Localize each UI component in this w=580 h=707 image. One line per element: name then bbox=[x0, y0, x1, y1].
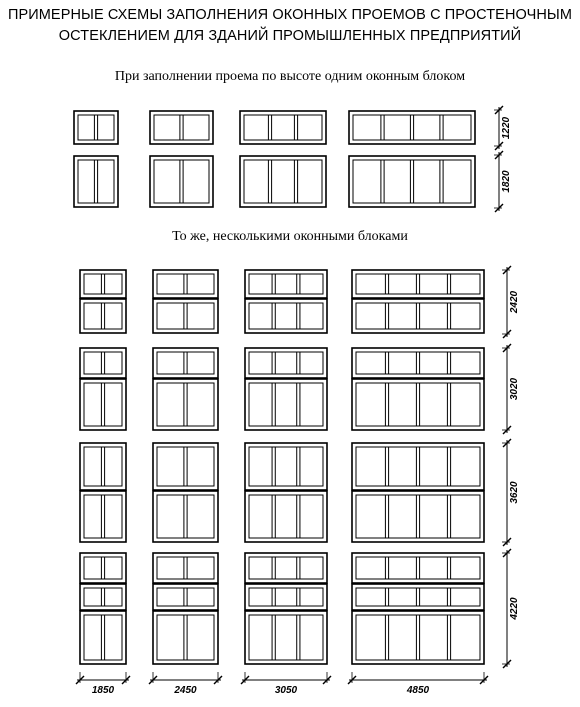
window-section1-r2-c2 bbox=[150, 156, 213, 207]
block-inner bbox=[157, 615, 214, 660]
block-inner bbox=[249, 274, 323, 294]
block-inner bbox=[157, 352, 214, 374]
dimension-label: 3050 bbox=[274, 685, 298, 696]
block-inner bbox=[356, 588, 480, 606]
block-inner bbox=[249, 303, 323, 329]
block-inner bbox=[78, 115, 114, 140]
dimension-label: 2420 bbox=[509, 290, 520, 314]
window-section2-r4-c4 bbox=[352, 553, 484, 664]
block-inner bbox=[249, 615, 323, 660]
width-dimension-4850 bbox=[348, 672, 488, 696]
block-inner bbox=[356, 383, 480, 426]
height-dimension-2420 bbox=[502, 266, 520, 338]
block-inner bbox=[157, 303, 214, 329]
block-inner bbox=[157, 557, 214, 579]
window-section2-r3-c3 bbox=[245, 443, 327, 542]
block-inner bbox=[154, 160, 209, 203]
block-inner bbox=[84, 615, 122, 660]
window-section2-r1-c3 bbox=[245, 270, 327, 333]
window-section2-r1-c1 bbox=[80, 270, 126, 333]
block-inner bbox=[356, 447, 480, 486]
block-inner bbox=[84, 383, 122, 426]
height-dimension-3620 bbox=[502, 439, 520, 546]
block-inner bbox=[356, 303, 480, 329]
block-outer bbox=[80, 491, 126, 542]
section-1-caption: При заполнении проема по высоте одним оконным блоком bbox=[114, 69, 466, 84]
block-inner bbox=[244, 160, 322, 203]
block-outer bbox=[80, 611, 126, 664]
window-section2-r2-c3 bbox=[245, 348, 327, 430]
block-outer bbox=[352, 443, 484, 490]
dimension-label: 4850 bbox=[406, 685, 430, 696]
block-inner bbox=[154, 115, 209, 140]
diagram-title-line-1: ПРИМЕРНЫЕ СХЕМЫ ЗАПОЛНЕНИЯ ОКОННЫХ ПРОЕМОВ С ПРОСТЕНОЧНЫМ bbox=[7, 7, 573, 23]
window-section2-r4-c1 bbox=[80, 553, 126, 664]
block-outer bbox=[245, 611, 327, 664]
block-inner bbox=[84, 352, 122, 374]
block-outer bbox=[352, 299, 484, 333]
block-inner bbox=[84, 447, 122, 486]
block-inner bbox=[249, 383, 323, 426]
window-section2-r4-c3 bbox=[245, 553, 327, 664]
block-outer bbox=[352, 611, 484, 664]
block-inner bbox=[157, 383, 214, 426]
block-inner bbox=[157, 495, 214, 538]
block-outer bbox=[74, 111, 118, 144]
dimension-label: 2450 bbox=[174, 685, 197, 696]
dimension-label: 1850 bbox=[91, 685, 115, 696]
dimension-label: 3020 bbox=[509, 377, 520, 401]
height-dimension-1820 bbox=[494, 151, 512, 212]
window-section1-r1-c3 bbox=[240, 111, 326, 144]
block-outer bbox=[349, 156, 475, 207]
block-inner bbox=[249, 447, 323, 486]
block-inner bbox=[84, 557, 122, 579]
width-dimension-1850 bbox=[76, 672, 130, 696]
block-outer bbox=[153, 611, 218, 664]
block-inner bbox=[157, 274, 214, 294]
block-inner bbox=[356, 495, 480, 538]
block-inner bbox=[356, 274, 480, 294]
block-inner bbox=[84, 495, 122, 538]
dimension-label: 3620 bbox=[509, 481, 520, 504]
window-section2-r4-c2 bbox=[153, 553, 218, 664]
dimension-label: 1820 bbox=[501, 170, 512, 193]
block-outer bbox=[80, 299, 126, 333]
block-inner bbox=[84, 303, 122, 329]
block-outer bbox=[153, 379, 218, 430]
block-outer bbox=[349, 111, 475, 144]
window-section2-r2-c2 bbox=[153, 348, 218, 430]
window-section2-r3-c1 bbox=[80, 443, 126, 542]
block-inner bbox=[249, 588, 323, 606]
height-dimension-4220 bbox=[502, 549, 520, 668]
block-outer bbox=[245, 443, 327, 490]
dimension-label: 1220 bbox=[501, 116, 512, 140]
block-outer bbox=[240, 156, 326, 207]
window-section2-r1-c2 bbox=[153, 270, 218, 333]
block-outer bbox=[153, 299, 218, 333]
window-section2-r3-c2 bbox=[153, 443, 218, 542]
block-inner bbox=[157, 447, 214, 486]
block-outer bbox=[150, 156, 213, 207]
block-inner bbox=[244, 115, 322, 140]
block-inner bbox=[157, 588, 214, 606]
height-dimension-1220 bbox=[494, 106, 512, 150]
section-2-caption: То же, несколькими оконными блоками bbox=[172, 229, 408, 244]
block-outer bbox=[240, 111, 326, 144]
window-frames bbox=[74, 111, 484, 664]
block-inner bbox=[84, 588, 122, 606]
block-inner bbox=[356, 557, 480, 579]
block-outer bbox=[80, 443, 126, 490]
window-section1-r1-c1 bbox=[74, 111, 118, 144]
height-dimension-3020 bbox=[502, 344, 520, 434]
window-section2-r3-c4 bbox=[352, 443, 484, 542]
block-outer bbox=[153, 491, 218, 542]
width-dimension-3050 bbox=[241, 672, 331, 696]
block-outer bbox=[80, 379, 126, 430]
block-inner bbox=[249, 495, 323, 538]
block-outer bbox=[245, 299, 327, 333]
block-outer bbox=[245, 379, 327, 430]
width-dimension-2450 bbox=[149, 672, 222, 696]
window-section1-r2-c1 bbox=[74, 156, 118, 207]
block-outer bbox=[352, 491, 484, 542]
block-outer bbox=[150, 111, 213, 144]
block-inner bbox=[78, 160, 114, 203]
window-section2-r2-c1 bbox=[80, 348, 126, 430]
block-outer bbox=[245, 491, 327, 542]
window-section1-r2-c3 bbox=[240, 156, 326, 207]
block-inner bbox=[84, 274, 122, 294]
block-inner bbox=[353, 115, 471, 140]
diagram-title-line-2: ОСТЕКЛЕНИЕМ ДЛЯ ЗДАНИЙ ПРОМЫШЛЕННЫХ ПРЕДПРИЯТИЙ bbox=[58, 28, 522, 44]
block-outer bbox=[352, 379, 484, 430]
block-inner bbox=[356, 352, 480, 374]
block-inner bbox=[356, 615, 480, 660]
block-inner bbox=[353, 160, 471, 203]
window-section1-r1-c4 bbox=[349, 111, 475, 144]
dimension-label: 4220 bbox=[509, 597, 520, 620]
block-outer bbox=[74, 156, 118, 207]
block-outer bbox=[153, 443, 218, 490]
block-inner bbox=[249, 557, 323, 579]
window-section1-r1-c2 bbox=[150, 111, 213, 144]
window-section2-r2-c4 bbox=[352, 348, 484, 430]
window-section2-r1-c4 bbox=[352, 270, 484, 333]
block-inner bbox=[249, 352, 323, 374]
window-section1-r2-c4 bbox=[349, 156, 475, 207]
